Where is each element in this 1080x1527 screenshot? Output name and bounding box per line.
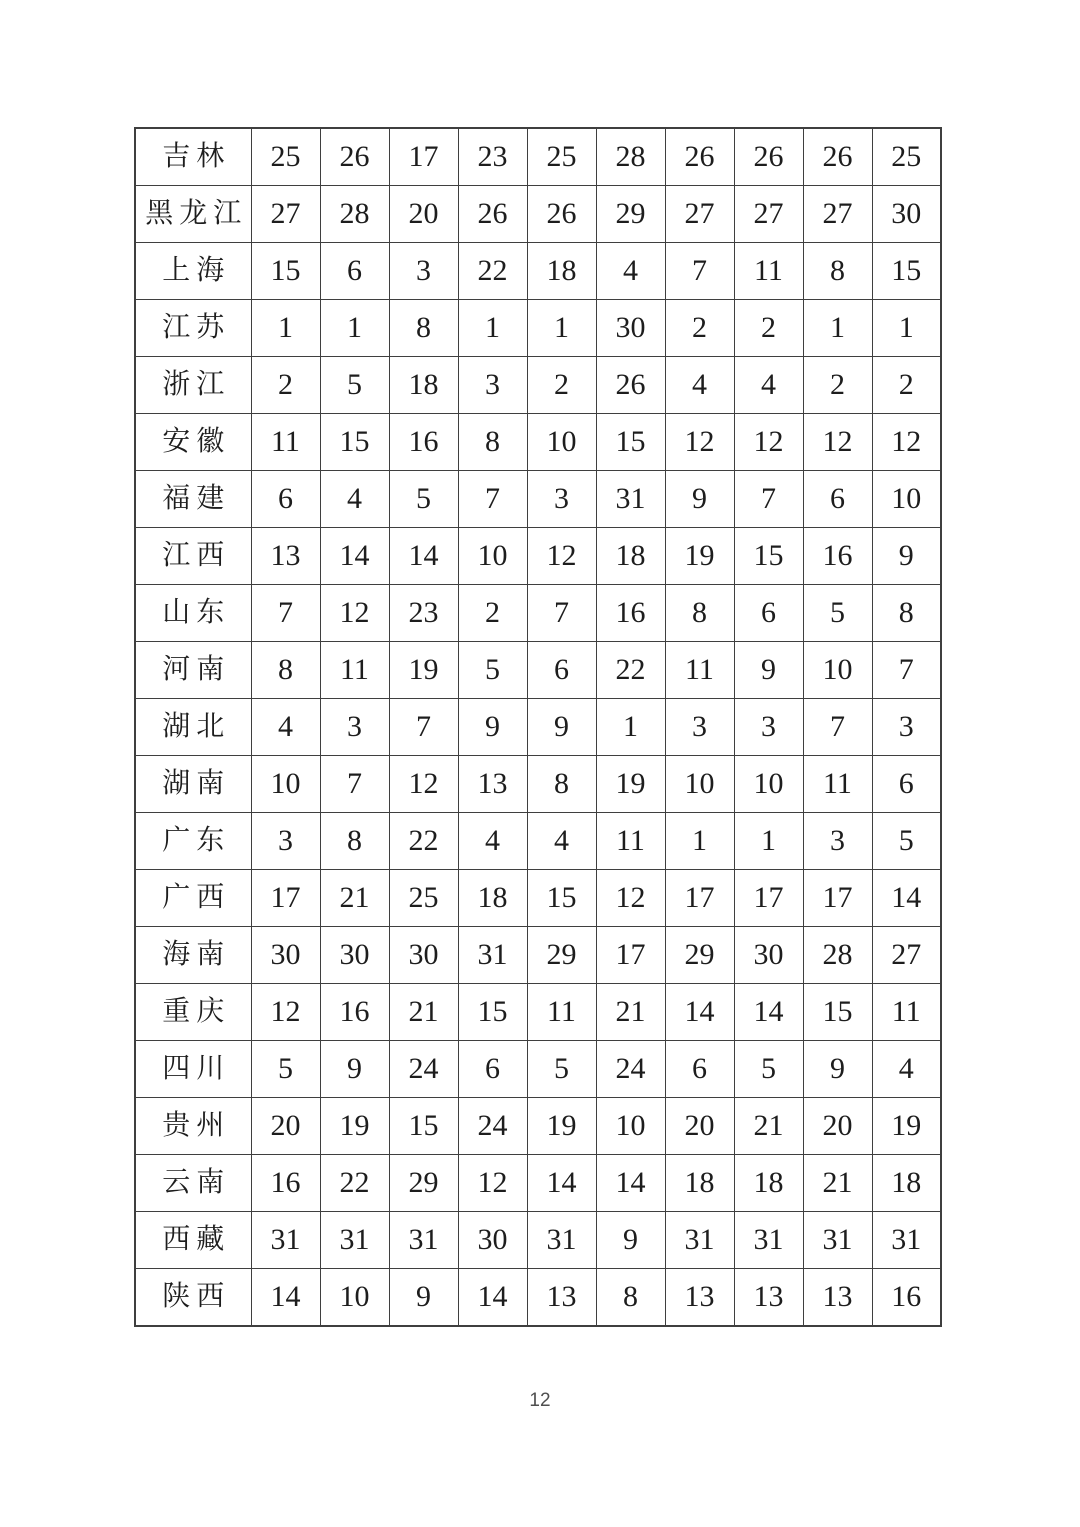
province-cell: 山东 (135, 585, 251, 642)
table-row (135, 585, 941, 642)
value-cell: 6 (665, 1041, 734, 1098)
value-cell: 17 (803, 870, 872, 927)
value-cell: 23 (389, 585, 458, 642)
value-cell: 19 (872, 1098, 941, 1155)
value-cell: 6 (803, 471, 872, 528)
value-cell: 30 (458, 1212, 527, 1269)
value-cell: 10 (527, 414, 596, 471)
value-cell: 7 (872, 642, 941, 699)
value-cell: 19 (527, 1098, 596, 1155)
value-cell: 8 (803, 243, 872, 300)
value-cell: 12 (596, 870, 665, 927)
value-cell: 17 (596, 927, 665, 984)
value-cell: 4 (872, 1041, 941, 1098)
value-cell: 12 (872, 414, 941, 471)
value-cell: 22 (596, 642, 665, 699)
value-cell: 6 (458, 1041, 527, 1098)
value-cell: 14 (596, 1155, 665, 1212)
table-row (135, 1212, 941, 1269)
value-cell: 11 (872, 984, 941, 1041)
value-cell: 14 (251, 1269, 320, 1327)
value-cell: 17 (251, 870, 320, 927)
province-cell: 云南 (135, 1155, 251, 1212)
table-row (135, 642, 941, 699)
value-cell: 28 (596, 128, 665, 186)
value-cell: 5 (458, 642, 527, 699)
value-cell: 3 (734, 699, 803, 756)
value-cell: 18 (527, 243, 596, 300)
value-cell: 15 (596, 414, 665, 471)
value-cell: 5 (803, 585, 872, 642)
value-cell: 7 (320, 756, 389, 813)
value-cell: 1 (665, 813, 734, 870)
table-row (135, 699, 941, 756)
table-row (135, 984, 941, 1041)
value-cell: 1 (872, 300, 941, 357)
value-cell: 13 (458, 756, 527, 813)
value-cell: 4 (320, 471, 389, 528)
value-cell: 14 (527, 1155, 596, 1212)
table-row (135, 813, 941, 870)
value-cell: 9 (596, 1212, 665, 1269)
value-cell: 15 (251, 243, 320, 300)
value-cell: 24 (389, 1041, 458, 1098)
value-cell: 16 (389, 414, 458, 471)
value-cell: 26 (596, 357, 665, 414)
value-cell: 1 (803, 300, 872, 357)
value-cell: 13 (527, 1269, 596, 1327)
value-cell: 5 (734, 1041, 803, 1098)
value-cell: 8 (527, 756, 596, 813)
value-cell: 13 (803, 1269, 872, 1327)
province-rank-table (134, 127, 942, 1327)
value-cell: 4 (458, 813, 527, 870)
value-cell: 5 (527, 1041, 596, 1098)
province-cell: 湖北 (135, 699, 251, 756)
value-cell: 6 (320, 243, 389, 300)
value-cell: 14 (665, 984, 734, 1041)
value-cell: 24 (458, 1098, 527, 1155)
value-cell: 10 (251, 756, 320, 813)
value-cell: 3 (527, 471, 596, 528)
value-cell: 18 (389, 357, 458, 414)
value-cell: 26 (734, 128, 803, 186)
value-cell: 17 (665, 870, 734, 927)
province-cell: 重庆 (135, 984, 251, 1041)
value-cell: 20 (665, 1098, 734, 1155)
value-cell: 16 (320, 984, 389, 1041)
page-number: 12 (529, 1390, 551, 1411)
value-cell: 20 (803, 1098, 872, 1155)
table-row (135, 1155, 941, 1212)
value-cell: 31 (665, 1212, 734, 1269)
value-cell: 19 (596, 756, 665, 813)
value-cell: 22 (389, 813, 458, 870)
value-cell: 4 (251, 699, 320, 756)
value-cell: 27 (803, 186, 872, 243)
value-cell: 2 (872, 357, 941, 414)
value-cell: 18 (872, 1155, 941, 1212)
value-cell: 31 (458, 927, 527, 984)
value-cell: 10 (596, 1098, 665, 1155)
value-cell: 18 (596, 528, 665, 585)
value-cell: 12 (803, 414, 872, 471)
value-cell: 27 (251, 186, 320, 243)
value-cell: 31 (872, 1212, 941, 1269)
value-cell: 9 (803, 1041, 872, 1098)
value-cell: 21 (803, 1155, 872, 1212)
value-cell: 1 (251, 300, 320, 357)
value-cell: 27 (665, 186, 734, 243)
value-cell: 9 (320, 1041, 389, 1098)
value-cell: 7 (527, 585, 596, 642)
province-cell: 吉林 (135, 128, 251, 186)
value-cell: 1 (596, 699, 665, 756)
value-cell: 3 (320, 699, 389, 756)
value-cell: 2 (665, 300, 734, 357)
province-cell: 西藏 (135, 1212, 251, 1269)
value-cell: 8 (389, 300, 458, 357)
province-cell: 四川 (135, 1041, 251, 1098)
value-cell: 6 (872, 756, 941, 813)
value-cell: 20 (389, 186, 458, 243)
value-cell: 25 (527, 128, 596, 186)
value-cell: 7 (665, 243, 734, 300)
value-cell: 2 (458, 585, 527, 642)
value-cell: 21 (596, 984, 665, 1041)
value-cell: 24 (596, 1041, 665, 1098)
value-cell: 11 (734, 243, 803, 300)
value-cell: 10 (803, 642, 872, 699)
value-cell: 4 (527, 813, 596, 870)
value-cell: 5 (251, 1041, 320, 1098)
value-cell: 14 (458, 1269, 527, 1327)
value-cell: 10 (458, 528, 527, 585)
value-cell: 15 (872, 243, 941, 300)
value-cell: 9 (734, 642, 803, 699)
value-cell: 4 (596, 243, 665, 300)
value-cell: 8 (596, 1269, 665, 1327)
value-cell: 4 (734, 357, 803, 414)
value-cell: 14 (389, 528, 458, 585)
value-cell: 19 (389, 642, 458, 699)
province-cell: 河南 (135, 642, 251, 699)
value-cell: 13 (734, 1269, 803, 1327)
table-row (135, 300, 941, 357)
value-cell: 31 (596, 471, 665, 528)
value-cell: 3 (803, 813, 872, 870)
value-cell: 16 (872, 1269, 941, 1327)
value-cell: 15 (389, 1098, 458, 1155)
value-cell: 22 (458, 243, 527, 300)
value-cell: 30 (320, 927, 389, 984)
value-cell: 13 (251, 528, 320, 585)
value-cell: 8 (458, 414, 527, 471)
value-cell: 14 (320, 528, 389, 585)
value-cell: 9 (389, 1269, 458, 1327)
province-cell: 福建 (135, 471, 251, 528)
value-cell: 6 (251, 471, 320, 528)
table-row (135, 186, 941, 243)
value-cell: 20 (251, 1098, 320, 1155)
value-cell: 17 (389, 128, 458, 186)
value-cell: 7 (734, 471, 803, 528)
value-cell: 5 (872, 813, 941, 870)
value-cell: 30 (734, 927, 803, 984)
province-cell: 上海 (135, 243, 251, 300)
value-cell: 21 (734, 1098, 803, 1155)
value-cell: 17 (734, 870, 803, 927)
province-cell: 安徽 (135, 414, 251, 471)
value-cell: 10 (734, 756, 803, 813)
value-cell: 12 (389, 756, 458, 813)
province-cell: 广西 (135, 870, 251, 927)
value-cell: 10 (320, 1269, 389, 1327)
value-cell: 14 (872, 870, 941, 927)
value-cell: 15 (803, 984, 872, 1041)
province-cell: 江苏 (135, 300, 251, 357)
value-cell: 12 (665, 414, 734, 471)
value-cell: 31 (803, 1212, 872, 1269)
value-cell: 5 (320, 357, 389, 414)
value-cell: 16 (596, 585, 665, 642)
value-cell: 9 (872, 528, 941, 585)
table-row (135, 471, 941, 528)
province-cell: 陕西 (135, 1269, 251, 1327)
value-cell: 12 (458, 1155, 527, 1212)
value-cell: 31 (320, 1212, 389, 1269)
value-cell: 25 (251, 128, 320, 186)
value-cell: 23 (458, 128, 527, 186)
value-cell: 21 (320, 870, 389, 927)
value-cell: 29 (596, 186, 665, 243)
table-row (135, 1269, 941, 1327)
table-row (135, 243, 941, 300)
table-row (135, 1041, 941, 1098)
value-cell: 12 (251, 984, 320, 1041)
value-cell: 8 (320, 813, 389, 870)
table-row (135, 756, 941, 813)
value-cell: 12 (734, 414, 803, 471)
value-cell: 4 (665, 357, 734, 414)
value-cell: 11 (320, 642, 389, 699)
value-cell: 2 (734, 300, 803, 357)
value-cell: 1 (527, 300, 596, 357)
value-cell: 27 (734, 186, 803, 243)
table-row (135, 128, 941, 186)
value-cell: 6 (527, 642, 596, 699)
value-cell: 29 (389, 1155, 458, 1212)
value-cell: 31 (527, 1212, 596, 1269)
value-cell: 31 (251, 1212, 320, 1269)
value-cell: 10 (872, 471, 941, 528)
value-cell: 9 (665, 471, 734, 528)
table-row (135, 870, 941, 927)
value-cell: 18 (734, 1155, 803, 1212)
value-cell: 7 (389, 699, 458, 756)
value-cell: 18 (458, 870, 527, 927)
value-cell: 6 (734, 585, 803, 642)
table-row (135, 1098, 941, 1155)
value-cell: 3 (389, 243, 458, 300)
value-cell: 9 (527, 699, 596, 756)
value-cell: 1 (734, 813, 803, 870)
value-cell: 3 (872, 699, 941, 756)
value-cell: 28 (803, 927, 872, 984)
value-cell: 12 (320, 585, 389, 642)
value-cell: 30 (872, 186, 941, 243)
value-cell: 14 (734, 984, 803, 1041)
value-cell: 19 (320, 1098, 389, 1155)
value-cell: 31 (734, 1212, 803, 1269)
value-cell: 21 (389, 984, 458, 1041)
value-cell: 8 (251, 642, 320, 699)
table-row (135, 528, 941, 585)
value-cell: 11 (665, 642, 734, 699)
value-cell: 31 (389, 1212, 458, 1269)
province-cell: 江西 (135, 528, 251, 585)
value-cell: 10 (665, 756, 734, 813)
value-cell: 7 (803, 699, 872, 756)
value-cell: 26 (320, 128, 389, 186)
value-cell: 29 (665, 927, 734, 984)
value-cell: 12 (527, 528, 596, 585)
value-cell: 15 (458, 984, 527, 1041)
value-cell: 3 (458, 357, 527, 414)
table-row (135, 927, 941, 984)
value-cell: 25 (872, 128, 941, 186)
value-cell: 30 (389, 927, 458, 984)
value-cell: 8 (665, 585, 734, 642)
value-cell: 2 (527, 357, 596, 414)
value-cell: 3 (665, 699, 734, 756)
value-cell: 15 (527, 870, 596, 927)
value-cell: 3 (251, 813, 320, 870)
value-cell: 15 (734, 528, 803, 585)
value-cell: 11 (803, 756, 872, 813)
value-cell: 26 (527, 186, 596, 243)
value-cell: 11 (251, 414, 320, 471)
value-cell: 13 (665, 1269, 734, 1327)
value-cell: 26 (665, 128, 734, 186)
table-row (135, 357, 941, 414)
value-cell: 30 (596, 300, 665, 357)
value-cell: 19 (665, 528, 734, 585)
value-cell: 7 (251, 585, 320, 642)
value-cell: 1 (458, 300, 527, 357)
value-cell: 27 (872, 927, 941, 984)
table-row (135, 414, 941, 471)
value-cell: 2 (803, 357, 872, 414)
value-cell: 2 (251, 357, 320, 414)
value-cell: 16 (803, 528, 872, 585)
value-cell: 25 (389, 870, 458, 927)
value-cell: 15 (320, 414, 389, 471)
value-cell: 22 (320, 1155, 389, 1212)
value-cell: 1 (320, 300, 389, 357)
value-cell: 28 (320, 186, 389, 243)
value-cell: 8 (872, 585, 941, 642)
value-cell: 29 (527, 927, 596, 984)
value-cell: 26 (458, 186, 527, 243)
value-cell: 11 (527, 984, 596, 1041)
value-cell: 5 (389, 471, 458, 528)
province-cell: 贵州 (135, 1098, 251, 1155)
value-cell: 16 (251, 1155, 320, 1212)
province-cell: 湖南 (135, 756, 251, 813)
value-cell: 30 (251, 927, 320, 984)
province-cell: 广东 (135, 813, 251, 870)
value-cell: 7 (458, 471, 527, 528)
province-cell: 浙江 (135, 357, 251, 414)
value-cell: 11 (596, 813, 665, 870)
value-cell: 26 (803, 128, 872, 186)
province-cell: 黑龙江 (135, 186, 251, 243)
province-cell: 海南 (135, 927, 251, 984)
value-cell: 9 (458, 699, 527, 756)
value-cell: 18 (665, 1155, 734, 1212)
